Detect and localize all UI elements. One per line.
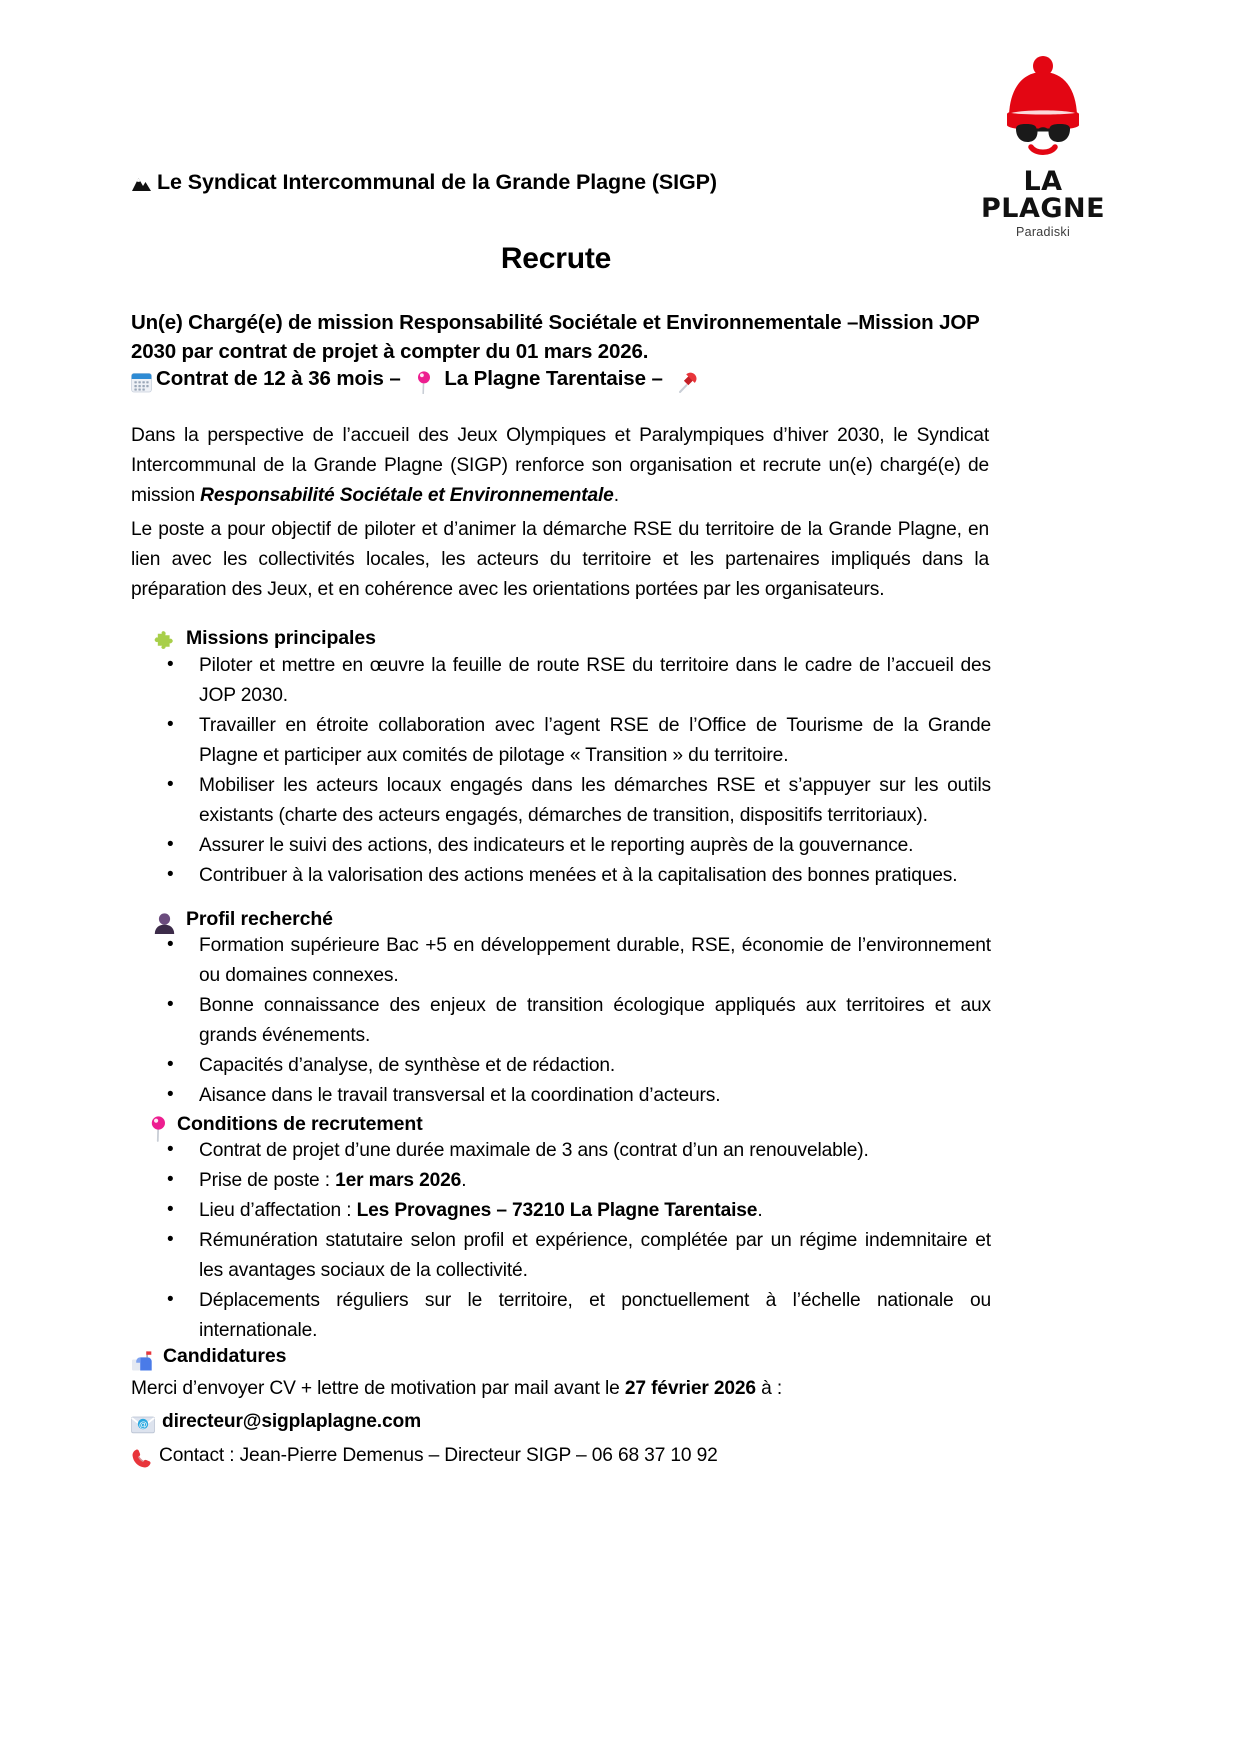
organisation-line xyxy=(131,170,717,195)
page-title: Recrute xyxy=(500,242,612,275)
list-item-text-end: . xyxy=(757,1200,763,1222)
contract-duration: Contrat de 12 à 36 mois – xyxy=(156,367,401,390)
list-item: • Capacités d’analyse, de synthèse et de rédaction. xyxy=(131,1051,991,1081)
list-item-text: Prise de poste : xyxy=(199,1170,336,1192)
candidature-email-line[interactable] xyxy=(131,1408,421,1437)
list-item: • Formation supérieure Bac +5 en développement durable, RSE, économie de l’environnement ou domaines connexes. xyxy=(131,931,991,991)
list-item: • Assurer le suivi des actions, des indicateurs et le reporting auprès de la gouvernance. xyxy=(131,831,991,861)
list-item-text-end: . xyxy=(461,1170,467,1192)
profil-list xyxy=(131,931,991,1111)
list-item: • Travailler en étroite collaboration avec l’agent RSE de l’Office de Tourisme de la Grande Plagne et participer aux comités de pilotage « Transition » du territoire. xyxy=(131,711,991,771)
logo-wordmark: LA PLAGNE xyxy=(980,166,1106,224)
job-location: La Plagne Tarentaise – xyxy=(444,367,663,390)
list-item: • Bonne connaissance des enjeux de transition écologique appliqués aux territoires et aux grands événements. xyxy=(131,991,991,1051)
contract-location-line xyxy=(131,367,704,394)
email-icon xyxy=(131,1416,155,1434)
list-item: • Déplacements réguliers sur le territoire, et ponctuellement à l’échelle nationale ou internationale. xyxy=(131,1286,991,1346)
intro-p1-emphasis: Responsabilité Sociétale et Environnementale xyxy=(200,485,614,507)
list-item: • Mobiliser les acteurs locaux engagés dans les démarches RSE et s’appuyer sur les outils existants (charte des acteurs engagés, démarches de transition, dispositifs territoriaux). xyxy=(131,771,991,831)
logo-tagline: Paradiski xyxy=(1015,225,1071,239)
missions-list xyxy=(131,651,991,891)
la-plagne-logo xyxy=(958,55,1128,239)
candidature-contact-line xyxy=(131,1442,718,1471)
pink-pushpin-icon xyxy=(416,371,432,394)
section-heading-missions-label: Missions principales xyxy=(186,627,376,649)
job-title-line1: Un(e) Chargé(e) de mission Responsabilité Sociétale et Environnementale –Mission xyxy=(131,311,934,334)
la-plagne-logo-mark xyxy=(978,55,1108,167)
intro-paragraph-1 xyxy=(131,421,989,511)
list-item: • Contribuer à la valorisation des actions menées et à la capitalisation des bonnes pratiques. xyxy=(131,861,991,891)
intro-paragraph-2: Le poste a pour objectif de piloter et d’animer la démarche RSE du territoire de la Grande Plagne, en lien avec les collectivités locales, les acteurs du territoire et les partenaires impliqués dans la préparation des Jeux, et en cohérence avec les orientations portées par les organisateurs. xyxy=(131,519,989,601)
list-item: • Rémunération statutaire selon profil et expérience, complétée par un régime indemnitaire et les avantages sociaux de la collectivité. xyxy=(131,1226,991,1286)
list-item: • Contrat de projet d’une durée maximale de 3 ans (contrat d’un an renouvelable). xyxy=(131,1136,991,1166)
candidature-deadline: 27 février 2026 xyxy=(624,1378,756,1399)
organisation-name: Le Syndicat Intercommunal de la Grande Plagne (SIGP) xyxy=(157,170,717,194)
candidature-email[interactable]: directeur@sigplaplagne.com xyxy=(162,1411,421,1432)
mountain-icon xyxy=(131,175,152,192)
red-pushpin-icon xyxy=(677,371,700,394)
list-item xyxy=(131,1166,991,1196)
candidature-instruction-pre: Merci d’envoyer CV + lettre de motivation par mail avant le xyxy=(131,1378,625,1399)
list-item-strong: 1er mars 2026 xyxy=(335,1170,462,1192)
mailbox-icon xyxy=(131,1350,153,1372)
conditions-list xyxy=(131,1136,991,1346)
list-item: • Piloter et mettre en œuvre la feuille de route RSE du territoire dans le cadre de l’accueil des JOP 2030. xyxy=(131,651,991,711)
svg-text:@: @ xyxy=(138,1419,148,1430)
candidature-instruction-post: à : xyxy=(755,1378,783,1399)
intro-p1-part2: . xyxy=(613,485,619,507)
list-item-strong: Les Provagnes – 73210 La Plagne Tarentaise xyxy=(356,1200,758,1222)
candidature-instruction xyxy=(131,1375,782,1404)
section-heading-candidatures-label: Candidatures xyxy=(163,1345,287,1367)
telephone-icon xyxy=(131,1448,152,1469)
section-heading-profil-label: Profil recherché xyxy=(186,908,333,930)
section-heading-conditions-label: Conditions de recrutement xyxy=(177,1113,423,1135)
list-item: • Aisance dans le travail transversal et la coordination d’acteurs. xyxy=(131,1081,991,1111)
list-item xyxy=(131,1196,991,1226)
job-title-line2: JOP 2030 par contrat de projet à compter du 01 mars 2026. xyxy=(131,311,980,364)
intro-p1-part1: Dans la perspective de l’accueil des Jeux Olympiques et Paralympiques d’hiver 2030, le Syndicat Intercommunal de la Grande Plagne (SIGP) renforce son organisation et recrute un(e) chargé(e) de mission xyxy=(131,425,989,507)
list-item-text: Lieu d’affectation : xyxy=(199,1200,357,1222)
calendar-icon xyxy=(131,372,152,393)
section-heading-candidatures xyxy=(131,1345,286,1372)
job-title xyxy=(131,308,989,367)
candidature-contact: Contact : Jean-Pierre Demenus – Directeur SIGP – 06 68 37 10 92 xyxy=(159,1445,718,1466)
